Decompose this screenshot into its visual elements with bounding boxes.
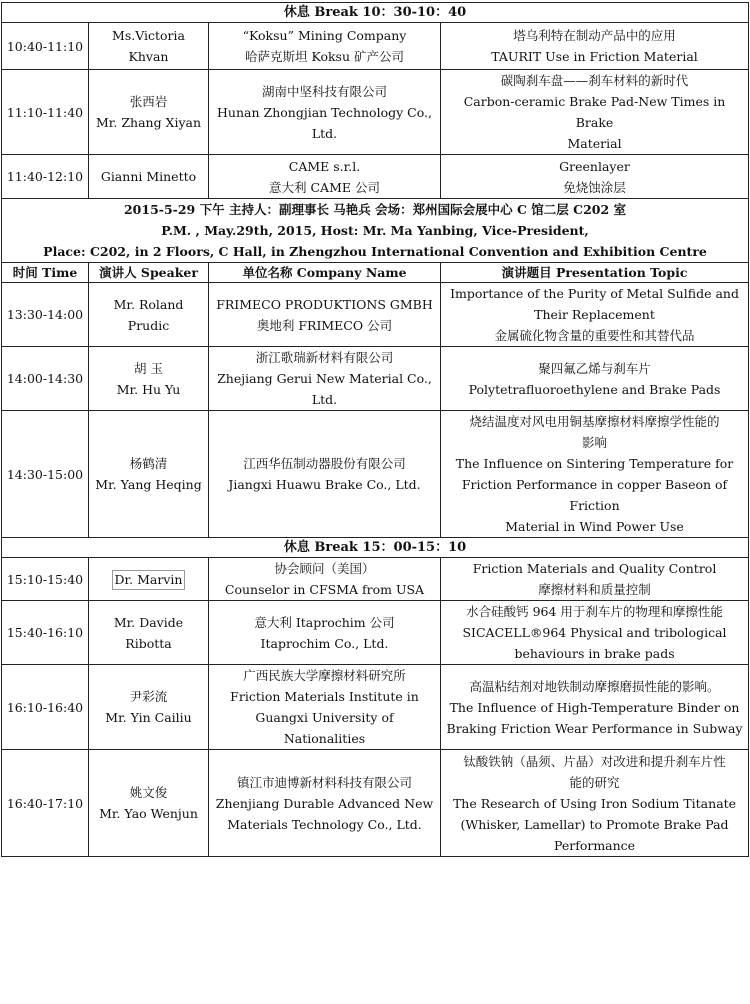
company-cell [209, 558, 441, 601]
company-cell [209, 665, 441, 750]
header-speaker: 演讲人 Speaker [89, 263, 209, 283]
topic-cell-line: The Influence on Sintering Temperature for [455, 456, 734, 471]
time-cell: 11:40-12:10 [2, 155, 89, 199]
company-cell [209, 155, 441, 199]
company-cell-line: Itaprochim Co., Ltd. [260, 635, 389, 651]
company-cell-line: FRIMECO PRODUKTIONS GMBH [216, 296, 433, 312]
speaker-cell-line: 姚文俊 [129, 785, 168, 800]
company-cell [209, 23, 441, 70]
company-cell-line: Zhenjiang Durable Advanced New [215, 795, 434, 811]
topic-cell-line: 摩擦材料和质量控制 [538, 582, 651, 597]
speaker-cell-line: 张西岩 [129, 94, 168, 109]
topic-cell-line: Material [567, 136, 622, 151]
speaker-cell-line: 尹彩流 [129, 689, 168, 704]
break-row [2, 538, 749, 558]
company-cell [209, 347, 441, 411]
topic-cell [441, 665, 749, 750]
company-cell-line: 意大利 Itaprochim 公司 [254, 614, 395, 630]
topic-cell-line: SICACELL®964 Physical and tribological [462, 625, 727, 640]
topic-cell-line: TAURIT Use in Friction Material [491, 49, 698, 64]
speaker-cell-line: Gianni Minetto [100, 169, 197, 184]
table-row [2, 601, 749, 665]
speaker-cell-line: 杨鹤清 [129, 456, 168, 471]
speaker-cell-line: 胡 玉 [134, 360, 163, 376]
topic-cell-line: Greenlayer [559, 158, 630, 174]
topic-cell [441, 750, 749, 857]
speaker-cell [89, 283, 209, 347]
company-cell-line: Guangxi University of Nationalities [255, 710, 394, 746]
company-cell-line: 奥地利 FRIMECO 公司 [256, 317, 393, 333]
company-cell-line: Counselor in CFSMA from USA [224, 582, 425, 597]
topic-cell [441, 283, 749, 347]
company-cell-line: 镇江市迪博新材料科技有限公司 [236, 774, 412, 790]
company-cell-line: “Koksu” Mining Company [242, 28, 407, 43]
company-cell-line: Jiangxi Huawu Brake Co., Ltd. [228, 477, 421, 492]
speaker-cell-line: Mr. Yao Wenjun [99, 806, 198, 821]
topic-cell-line: 塔乌利特在制动产品中的应用 [513, 28, 676, 43]
speaker-cell-line: Ms.Victoria [112, 28, 185, 43]
topic-cell [441, 23, 749, 70]
time-cell: 15:10-15:40 [2, 558, 89, 601]
topic-cell-line: The Influence of High-Temperature Binder on [449, 699, 740, 715]
table-row [2, 347, 749, 411]
header-company: 单位名称 Company Name [209, 263, 441, 283]
table-header-row [2, 263, 749, 283]
time-cell: 10:40-11:10 [2, 23, 89, 70]
table-row [2, 283, 749, 347]
speaker-cell-line: Prudic [127, 317, 170, 333]
time-cell: 13:30-14:00 [2, 283, 89, 347]
topic-cell-line: 金属硫化物含量的重要性和其替代品 [494, 328, 695, 343]
session-info-row [2, 241, 749, 263]
topic-cell-line: Friction Materials and Quality Control [472, 561, 717, 576]
topic-cell [441, 558, 749, 601]
schedule-table [1, 2, 749, 857]
company-cell-line: 意大利 CAME 公司 [269, 179, 380, 195]
company-cell [209, 601, 441, 665]
topic-cell-line: 碳陶刹车盘——刹车材料的新时代 [500, 73, 689, 88]
topic-cell-line: 能的研究 [569, 774, 620, 790]
table-row [2, 558, 749, 601]
speaker-cell-line: Mr. Hu Yu [116, 381, 181, 397]
speaker-cell-line: Ribotta [125, 635, 172, 651]
topic-cell [441, 601, 749, 665]
time-cell: 15:40-16:10 [2, 601, 89, 665]
company-cell-line: Ltd. [311, 125, 338, 141]
speaker-cell [89, 347, 209, 411]
company-cell-line: 湖南中坚科技有限公司 [261, 83, 387, 99]
time-cell: 14:30-15:00 [2, 411, 89, 538]
break-label: 休息 Break 15：00-15：10 [2, 538, 749, 558]
topic-cell-line: The Research of Using Iron Sodium Titanate [452, 795, 737, 811]
speaker-cell-line: Dr. Marvin [112, 570, 186, 590]
topic-cell [441, 411, 749, 538]
session-info-row [2, 199, 749, 221]
speaker-cell-line: Mr. Davide [113, 614, 184, 630]
speaker-cell-line: Mr. Roland [113, 296, 184, 312]
topic-cell-line: 聚四氟乙烯与刹车片 [538, 360, 651, 376]
topic-cell-line: 高温粘结剂对地铁制动摩擦磨损性能的影响。 [469, 678, 720, 694]
topic-cell-line: 影响 [582, 435, 608, 450]
topic-cell-line: (Whisker, Lamellar) to Promote Brake Pad [460, 816, 729, 832]
speaker-cell [89, 70, 209, 155]
time-cell: 14:00-14:30 [2, 347, 89, 411]
topic-cell [441, 155, 749, 199]
topic-cell-line: Friction Performance in copper Baseon of Friction [461, 477, 728, 513]
topic-cell [441, 70, 749, 155]
table-row [2, 665, 749, 750]
company-cell-line: CAME s.r.l. [288, 158, 361, 174]
time-cell: 11:10-11:40 [2, 70, 89, 155]
speaker-cell-line: Mr. Zhang Xiyan [95, 115, 202, 130]
company-cell-line: 浙江歌瑞新材料有限公司 [255, 350, 394, 365]
company-cell [209, 283, 441, 347]
time-cell: 16:40-17:10 [2, 750, 89, 857]
session-info: 2015-5-29 下午 主持人：副理事长 马艳兵 会场：郑州国际会展中心 C 馆二层 C202 室 [2, 199, 749, 221]
table-row [2, 23, 749, 70]
table-row [2, 750, 749, 857]
header-time: 时间 Time [2, 263, 89, 283]
company-cell-line: Materials Technology Co., Ltd. [227, 816, 422, 832]
break-row [2, 3, 749, 23]
topic-cell-line: 烧结温度对风电用铜基摩擦材料摩擦学性能的 [469, 414, 720, 429]
topic-cell-line: behaviours in brake pads [514, 646, 675, 661]
session-info: Place: C202, in 2 Floors, C Hall, in Zhengzhou International Convention and Exhibition Centre [2, 241, 749, 263]
company-cell [209, 750, 441, 857]
topic-cell [441, 347, 749, 411]
company-cell-line: Zhejiang Gerui New Material Co., [217, 371, 432, 386]
topic-cell-line: 钛酸铁钠（晶须、片晶）对改进和提升刹车片性 [463, 753, 726, 769]
company-cell [209, 411, 441, 538]
topic-cell-line: Material in Wind Power Use [505, 519, 684, 534]
topic-cell-line: Carbon-ceramic Brake Pad-New Times in Brake [463, 94, 726, 130]
break-label: 休息 Break 10：30-10：40 [2, 3, 749, 23]
topic-cell-line: 免烧蚀涂层 [563, 179, 626, 195]
speaker-cell [89, 411, 209, 538]
company-cell-line: Ltd. [311, 392, 338, 407]
table-row [2, 155, 749, 199]
table-row [2, 411, 749, 538]
topic-cell-line: Performance [553, 837, 636, 853]
speaker-cell [89, 750, 209, 857]
header-topic: 演讲题目 Presentation Topic [441, 263, 749, 283]
company-cell-line: Hunan Zhongjian Technology Co., [217, 104, 432, 120]
speaker-cell [89, 601, 209, 665]
session-info: P.M. , May.29th, 2015, Host: Mr. Ma Yanbing, Vice-President, [2, 220, 749, 241]
speaker-cell [89, 558, 209, 601]
company-cell-line: 江西华伍制动器股份有限公司 [243, 456, 406, 471]
topic-cell-line: Braking Friction Wear Performance in Subway [446, 720, 743, 736]
speaker-cell-line: Mr. Yang Heqing [95, 477, 202, 492]
speaker-cell-line: Khvan [128, 49, 169, 64]
time-cell: 16:10-16:40 [2, 665, 89, 750]
company-cell-line: 广西民族大学摩擦材料研究所 [243, 668, 406, 683]
company-cell-line: Friction Materials Institute in [230, 689, 419, 704]
company-cell-line: 哈萨克斯坦 Koksu 矿产公司 [244, 49, 404, 64]
speaker-cell [89, 155, 209, 199]
session-info-row [2, 220, 749, 241]
speaker-cell [89, 665, 209, 750]
topic-cell-line: Polytetrafluoroethylene and Brake Pads [468, 381, 721, 397]
speaker-cell [89, 23, 209, 70]
table-row [2, 70, 749, 155]
topic-cell-line: 水合硅酸钙 964 用于刹车片的物理和摩擦性能 [466, 604, 723, 619]
topic-cell-line: Their Replacement [534, 307, 655, 322]
topic-cell-line: Importance of the Purity of Metal Sulfide and [450, 286, 739, 301]
company-cell-line: 协会顾问（美国） [274, 561, 375, 576]
company-cell [209, 70, 441, 155]
speaker-cell-line: Mr. Yin Cailiu [105, 710, 192, 725]
